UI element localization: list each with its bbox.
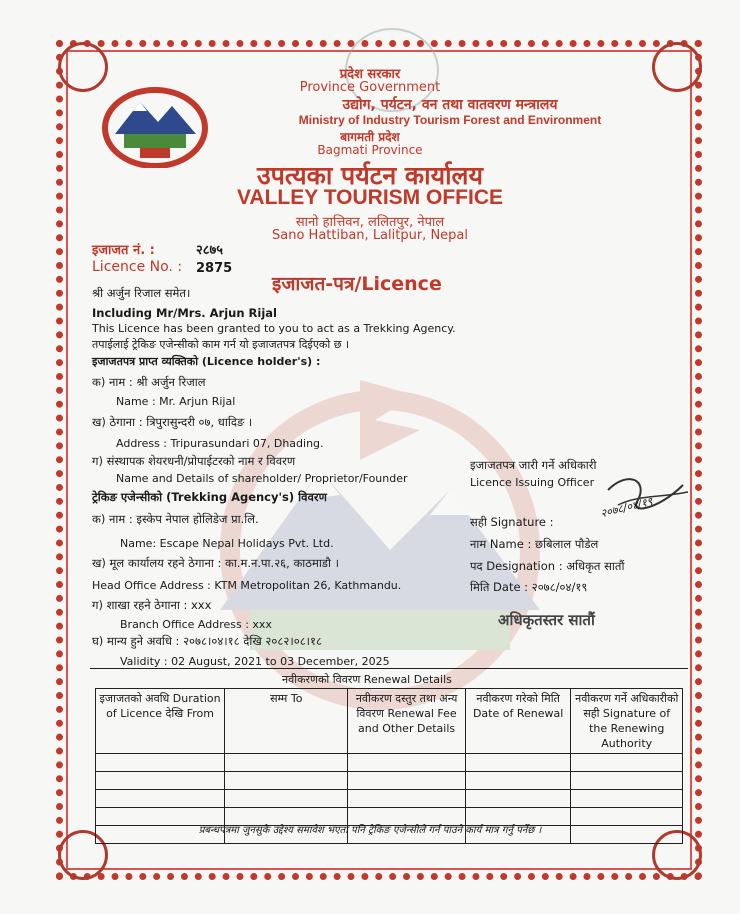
col-date: नवीकरण गरेको मिति Date of Renewal xyxy=(465,689,571,754)
grant-en: This Licence has been granted to you to act as a Trekking Agency. xyxy=(92,322,456,335)
officer-title-np: इजाजतपत्र जारी गर्ने अधिकारी xyxy=(470,458,597,472)
branch-np: ग) शाखा रहने ठेगाना : xxx xyxy=(92,598,212,612)
gov-en: Province Government xyxy=(299,80,441,95)
licence-no-label-en: Licence No. : xyxy=(92,259,183,275)
table-row xyxy=(96,790,683,808)
founder-np: ग) संस्थापक शेयरधनी/प्रोपाईटरको नाम र विवरण xyxy=(92,454,296,468)
ministry-np: उद्योग, पर्यटन, वन तथा वातवरण मन्त्रालय xyxy=(342,97,558,113)
ministry-en: Ministry of Industry Tourism Forest and Environment xyxy=(298,113,602,127)
renewal-heading: नवीकरणको विवरण Renewal Details xyxy=(282,673,452,686)
head-office-np: ख) मूल कार्यालय रहने ठेगाना : का.म.न.पा.२६, काठमाडौ । xyxy=(92,556,339,570)
gov-np: प्रदेश सरकार xyxy=(339,67,401,82)
holder-name-np: क) नाम : श्री अर्जुन रिजाल xyxy=(92,375,206,389)
address-np: सानो हात्तिवन, ललितपुर, नेपाल xyxy=(295,215,445,230)
validity-en: Validity : 02 August, 2021 to 03 December, 2025 xyxy=(120,655,390,668)
table-row xyxy=(96,772,683,790)
address-en: Sano Hattiban, Lalitpur, Nepal xyxy=(272,228,468,243)
head-office-en: Head Office Address : KTM Metropolitan 26, Kathmandu. xyxy=(92,579,402,592)
founder-en: Name and Details of shareholder/ Proprietor/Founder xyxy=(116,472,408,485)
validity-np: घ) मान्य हुने अवधि : २०७८।०४।१८ देखि २०८२।०८।१८ xyxy=(92,634,322,648)
handwritten-date: २०७८/०४/१९ xyxy=(599,494,654,521)
officer-designation: पद Designation : अधिकृत सातौं xyxy=(470,559,625,573)
footer-note: प्रबन्धपत्रमा जुनसुकै उद्देश्य समावेश भएता पनि ट्रेकिङ एजेन्सीले गर्न पाउने कार्य मात्र गर्नु पर्नेछ । xyxy=(198,825,542,836)
table-row xyxy=(96,754,683,772)
including-line: Including Mr/Mrs. Arjun Rijal xyxy=(92,306,277,320)
licence-no-value-np: २८७५ xyxy=(196,243,224,258)
document-title: इजाजत-पत्र/Licence xyxy=(272,273,442,295)
agency-section: ट्रेकिङ एजेन्सीको (Trekking Agency's) विवरण xyxy=(92,490,327,504)
officer-signature-label: सही Signature : xyxy=(470,515,554,529)
office-en: VALLEY TOURISM OFFICE xyxy=(236,186,504,209)
province-en: Bagmati Province xyxy=(317,143,423,157)
office-np: उपत्यका पर्यटन कार्यालय xyxy=(256,161,483,190)
officer-rank-stamp: अधिकृतस्तर सातौं xyxy=(498,611,595,629)
col-to: सम्म To xyxy=(225,689,348,754)
holder-name-en: Name : Mr. Arjun Rijal xyxy=(116,395,236,408)
col-fee: नवीकरण दस्तुर तथा अन्य विवरण Renewal Fee and Other Details xyxy=(348,689,465,754)
licence-no-value-en: 2875 xyxy=(196,261,233,276)
holder-np: श्री अर्जुन रिजाल समेत। xyxy=(92,286,191,300)
holder-address-en: Address : Tripurasundari 07, Dhading. xyxy=(116,437,324,450)
branch-en: Branch Office Address : xxx xyxy=(120,618,272,631)
agency-name-np: क) नाम : इस्केप नेपाल होलिडेज प्रा.लि. xyxy=(92,512,259,526)
holder-address-np: ख) ठेगाना : त्रिपुरासुन्दरी ०७, धादिङ । xyxy=(92,415,253,429)
officer-name: नाम Name : छबिलाल पौडेल xyxy=(470,537,599,551)
officer-title-en: Licence Issuing Officer xyxy=(470,476,595,489)
grant-np: तपाईलाई ट्रेकिङ एजेन्सीको काम गर्न यो इजाजतपत्र दिईएको छ । xyxy=(92,338,350,351)
province-np: बागमती प्रदेश xyxy=(340,130,400,144)
officer-date: मिति Date : २०७८/०४/१९ xyxy=(470,580,588,594)
holder-section: इजाजतपत्र प्राप्त व्यक्तिको (Licence holder's) : xyxy=(92,355,321,368)
licence-no-label-np: इजाजत नं. : xyxy=(92,243,155,258)
renewal-table xyxy=(95,688,683,844)
agency-name-en: Name: Escape Nepal Holidays Pvt. Ltd. xyxy=(120,537,334,550)
renewal-divider xyxy=(90,668,688,669)
table-header-row xyxy=(96,689,683,754)
col-signature: नवीकरण गर्ने अधिकारीको सही Signature of the Renewing Authority xyxy=(571,689,683,754)
col-duration-from: इजाजतको अवधि Duration of Licence देखि From xyxy=(96,689,225,754)
